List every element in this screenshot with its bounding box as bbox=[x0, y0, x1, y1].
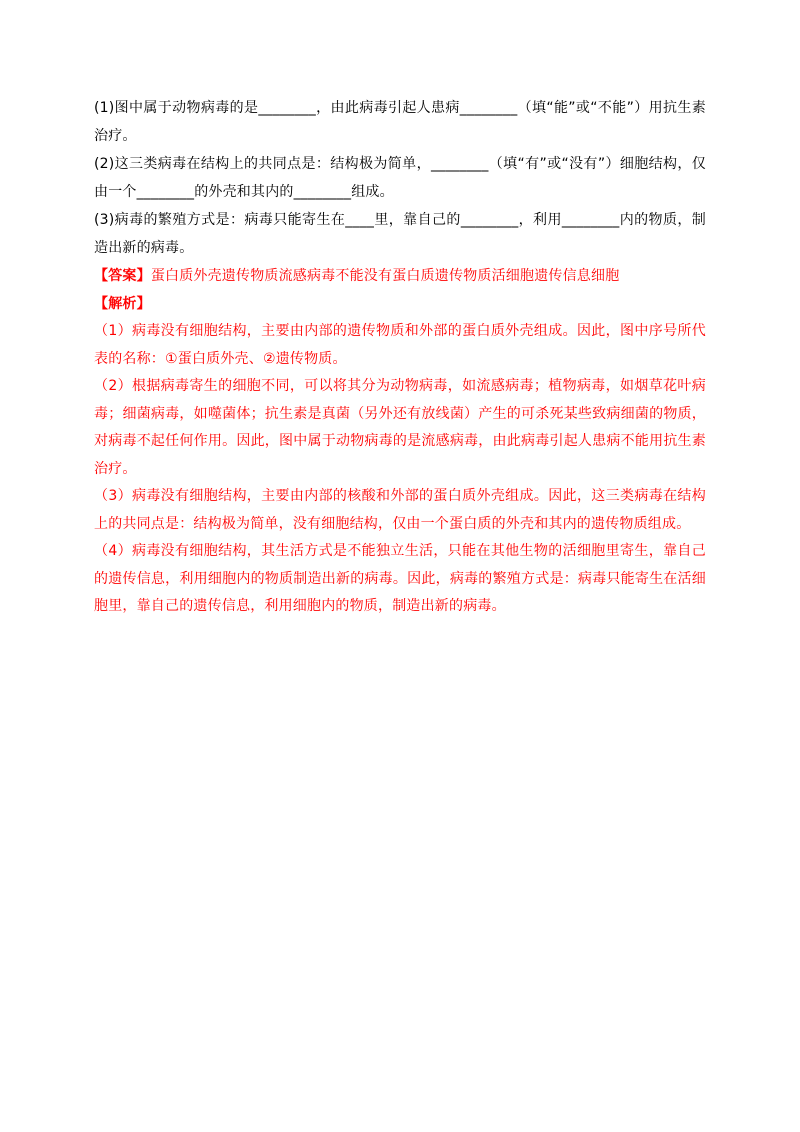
question-1: (1)图中属于动物病毒的是________，由此病毒引起人患病________（填“能”或“不能”）用抗生素治疗。 bbox=[94, 100, 706, 144]
answer-text: 蛋白质外壳遗传物质流感病毒不能没有蛋白质遗传物质活细胞遗传信息细胞 bbox=[150, 268, 620, 284]
answer-line bbox=[94, 263, 706, 291]
analysis-paragraph-1: （1）病毒没有细胞结构，主要由内部的遗传物质和外部的蛋白质外壳组成。因此，图中序号所代表的名称：①蛋白质外壳、②遗传物质。 bbox=[94, 323, 706, 367]
answer-tag: 【答案】 bbox=[94, 268, 151, 284]
analysis-paragraph-3: （3）病毒没有细胞结构，主要由内部的核酸和外部的蛋白质外壳组成。因此，这三类病毒在结构上的共同点是：结构极为简单，没有细胞结构，仅由一个蛋白质的外壳和其内的遗传物质组成。 bbox=[94, 488, 706, 532]
question-2: (2)这三类病毒在结构上的共同点是：结构极为简单，________（填“有”或“没有”）细胞结构，仅由一个________的外壳和其内的________组成。 bbox=[94, 156, 706, 200]
analysis-heading bbox=[94, 291, 706, 319]
analysis-paragraph-4: （4）病毒没有细胞结构，其生活方式是不能独立生活，只能在其他生物的活细胞里寄生，靠自己的遗传信息，利用细胞内的物质制造出新的病毒。因此，病毒的繁殖方式是：病毒只能寄生在活细胞里，靠自己的遗传信息，利用细胞内的物质，制造出新的病毒。 bbox=[94, 543, 706, 614]
analysis-tag: 【解析】 bbox=[94, 295, 151, 312]
question-3: (3)病毒的繁殖方式是：病毒只能寄生在____里，靠自己的________，利用________内的物质，制造出新的病毒。 bbox=[94, 212, 706, 256]
analysis-paragraph-2: （2）根据病毒寄生的细胞不同，可以将其分为动物病毒，如流感病毒；植物病毒，如烟草花叶病毒；细菌病毒，如噬菌体；抗生素是真菌（另外还有放线菌）产生的可杀死某些致病细菌的物质，对病毒不起任何作用。因此，图中属于动物病毒的是流感病毒，由此病毒引起人患病不能用抗生素治疗。 bbox=[94, 378, 706, 477]
